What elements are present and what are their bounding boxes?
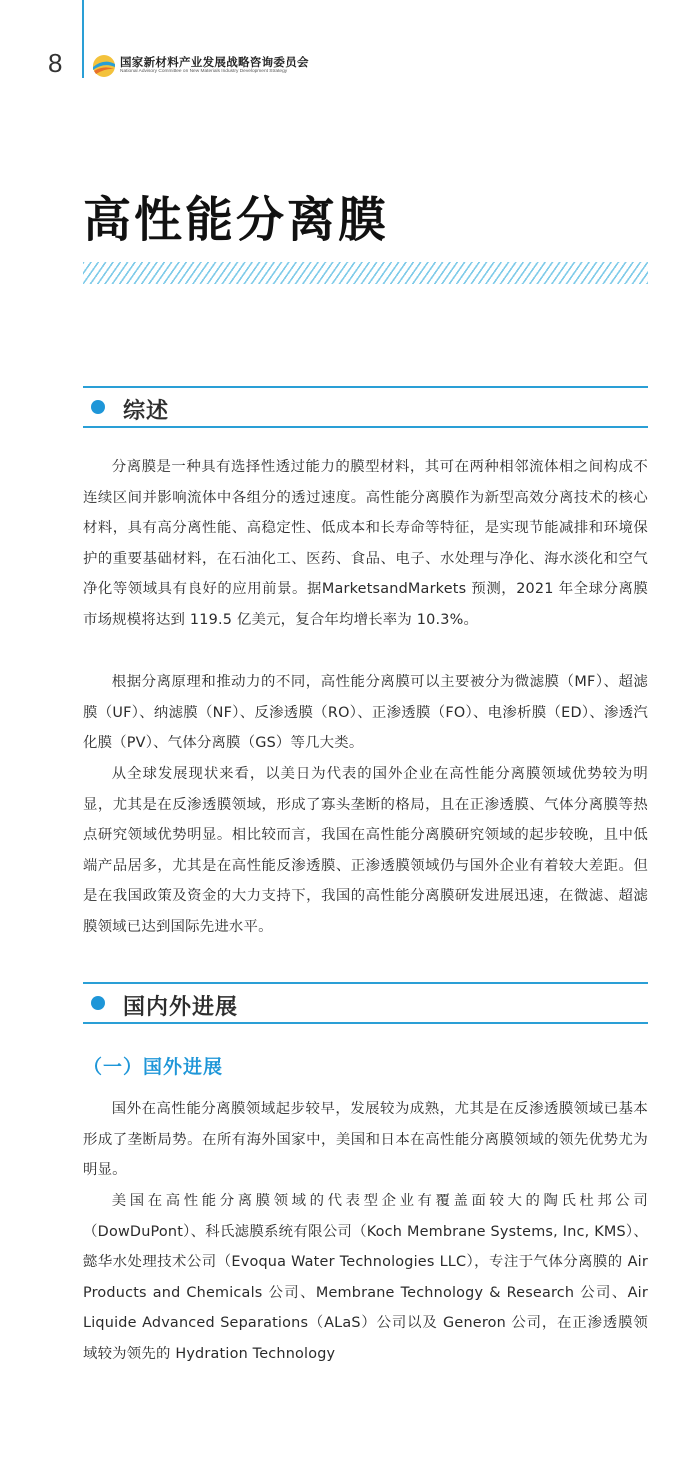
paragraph: 分离膜是一种具有选择性透过能力的膜型材料，其可在两种相邻流体相之间构成不连续区间并影响流体中各组分的透过速度。高性能分离膜作为新型高效分离技术的核心材料，具有高分离性能、高稳定性、低成本和长寿命等特征，是实现节能减排和环境保护的重要基础材料，在石油化工、医药、食品、电子、水处理与净化、海水淡化和空气净化等领域具有良好的应用前景。据MarketsandMarkets 预测，2021 年全球分离膜市场规模将达到 119.5 亿美元，复合年均增长率为 10.3%。 bbox=[83, 459, 648, 628]
header-vertical-rule bbox=[82, 0, 84, 78]
paragraph: 根据分离原理和推动力的不同，高性能分离膜可以主要被分为微滤膜（MF）、超滤膜（UF）、纳滤膜（NF）、反渗透膜（RO）、正渗透膜（FO）、电渗析膜（ED）、渗透汽化膜（PV）、气体分离膜（GS）等几大类。 bbox=[83, 674, 648, 752]
paragraph: 国外在高性能分离膜领域起步较早，发展较为成熟，尤其是在反渗透膜领域已基本形成了垄断局势。在所有海外国家中，美国和日本在高性能分离膜领域的领先优势尤为明显。 bbox=[83, 1101, 648, 1179]
bullet-dot-icon bbox=[91, 400, 105, 414]
org-name-en: National Advisory Committee on New Materials Industry Development Strategy bbox=[120, 69, 288, 74]
paragraph: 从全球发展现状来看，以美日为代表的国外企业在高性能分离膜领域优势较为明显，尤其是在反渗透膜领域，形成了寡头垄断的格局，且在正渗透膜、气体分离膜等热点研究领域优势明显。相比较而言，我国在高性能分离膜研究领域的起步较晚，且中低端产品居多，尤其是在高性能反渗透膜、正渗透膜领域仍与国外企业有着较大差距。但是在我国政策及资金的大力支持下，我国的高性能分离膜研发进展迅速，在微滤、超滤膜领域已达到国际先进水平。 bbox=[83, 766, 648, 935]
page-number: 8 bbox=[48, 48, 63, 78]
org-name-cn: 国家新材料产业发展战略咨询委员会 bbox=[120, 55, 309, 69]
committee-logo bbox=[92, 54, 116, 78]
subsection-title: （一）国外进展 bbox=[83, 1056, 224, 1078]
page-title: 高性能分离膜 bbox=[83, 192, 390, 248]
section-title: 综述 bbox=[123, 399, 170, 424]
section-title: 国内外进展 bbox=[123, 995, 239, 1020]
title-hatch-divider bbox=[83, 262, 648, 284]
section-heading-progress bbox=[83, 982, 648, 1024]
bullet-dot-icon bbox=[91, 996, 105, 1010]
paragraph: 美国在高性能分离膜领域的代表型企业有覆盖面较大的陶氏杜邦公司（DowDuPont）、科氏滤膜系统有限公司（Koch Membrane Systems, Inc, KMS）、懿华水处理技术公司（Evoqua Water Technologies LLC），专注于气体分离膜的 Air Products and Chemicals 公司、Membrane Technology & Research 公司、Air Liquide Advanced Separations（ALaS）公司以及 Generon 公司，在正渗透膜领域较为领先的 Hydration Technology bbox=[83, 1193, 648, 1362]
section-heading-overview bbox=[83, 386, 648, 428]
